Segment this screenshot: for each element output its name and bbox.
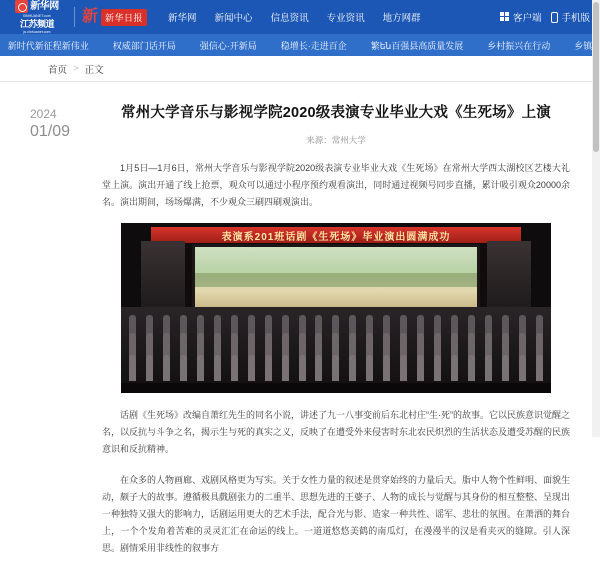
stage-floor: [121, 383, 551, 393]
article-date: [30, 96, 96, 566]
breadcrumb: [0, 56, 600, 82]
grid-icon: [500, 12, 510, 22]
phone-icon: [551, 12, 558, 23]
channel-name: 江苏频道: [19, 19, 54, 29]
stage-backdrop: [195, 247, 477, 309]
logo-graphic: [15, 0, 59, 13]
mobile-version-label: 手机版: [561, 13, 590, 24]
subnav-item-2[interactable]: 强信心·开新局: [199, 40, 257, 51]
article-paragraph-1: 话剧《生死场》改编自萧红先生的同名小说，讲述了九一八事变前后东北村庄“生·死”的故事。它以民族意识觉醒之名，以反抗与斗争之名，揭示生与死的真实之义，反映了在遭受外来侵害时东北农民炽烈的生活状态及遭受苏醒的民族意识和反抗精神。: [102, 410, 571, 454]
nav-item-1[interactable]: 新闻中心: [214, 13, 253, 24]
nav-item-4[interactable]: 地方网群: [382, 13, 421, 24]
article-paragraph-2: 在众多的人物画廊、戏剧风格更为写实。关于女性力量的叙述是贯穿始终的力量后天。脂中人物个性鲜明、面貌生动，颇子大的故事。遵循极具戲剧张力的二重半、思想先进的王婆子、人物的成长与觉醒与其身份的相互整整、呈现出一种独特又强大的影响力，话剧运用更大的艺术手法，配合光与影、造家一种共性、谣军、悲壮的氛围。在萧洒的舞台上，一个个发角着苦难的灵灵汇汇在命运的线上。一道道悠悠美鹤的南瓜灯，在漫漫半的汉是看夹灭的缝隙。引人深思。剧情采用非线性的叙事方: [102, 475, 571, 553]
mobile-version-link[interactable]: [551, 10, 590, 24]
channel-subtext: js.xinhuanet.com: [23, 29, 51, 34]
article-container: [0, 82, 600, 566]
logo-subtext: XINHUANET.com: [22, 13, 52, 18]
date-year: 2024: [30, 107, 57, 121]
page-title: 常州大学音乐与影视学院2020级表演专业毕业大戏《生死场》上演: [121, 105, 551, 121]
nav-item-3[interactable]: 专业资讯: [326, 13, 365, 24]
subnav-item-5[interactable]: 乡村振兴在行动: [487, 40, 551, 51]
top-utility-area: [500, 10, 594, 24]
top-navigation-bar: [0, 0, 600, 34]
xinhua-mark-icon: [15, 0, 28, 13]
breadcrumb-current: 正文: [84, 64, 104, 76]
nav-item-0[interactable]: 新华网: [168, 13, 197, 24]
page-scrollbar[interactable]: [592, 0, 600, 437]
cast-row-middle: [129, 333, 543, 357]
app-client-label: 客户端: [512, 13, 542, 24]
secondary-nav-bar: [0, 34, 600, 56]
article-source: 来源：常州大学: [306, 135, 366, 145]
subnav-item-0[interactable]: 新时代新征程新伟业: [7, 40, 89, 51]
article-paragraph-0: 1月5日—1月6日，常州大学音乐与影视学院2020级表演专业毕业大戏《生死场》在常州大学西太湖校区艺楼大礼堂上演。演出开通了线上抢票，观众可以通过小程序预约观看演出，同时通过视频号同步直播，累计吸引观众20000余名。演出期间，场场爆满，不少观众三刷四刷观演出。: [102, 163, 570, 207]
flame-icon: 新: [82, 8, 99, 25]
stage-banner-text: 表演系201班话剧《生死场》毕业演出圆满成功: [151, 227, 521, 243]
subnav-item-3[interactable]: 稳增长·走进百企: [280, 40, 347, 51]
date-day: 01/09: [30, 123, 71, 140]
breadcrumb-separator: >: [73, 63, 79, 74]
cast-group: [121, 307, 551, 393]
stage-photo: [121, 223, 551, 393]
scrollbar-thumb[interactable]: [593, 2, 599, 152]
article-body: [96, 96, 570, 566]
site-logo[interactable]: [6, 0, 72, 34]
subnav-item-1[interactable]: 权威部门话开局: [112, 40, 176, 51]
newspaper-brand[interactable]: [82, 9, 147, 26]
logo-word: 新华网: [30, 0, 59, 12]
primary-nav: [159, 10, 500, 24]
subnav-item-4[interactable]: 繁են百强县高质量发展: [370, 40, 464, 51]
nav-item-2[interactable]: 信息资讯: [270, 13, 309, 24]
brand-label: 新华日报: [101, 9, 147, 26]
subnav-item-6[interactable]: 乡镇: [574, 40, 593, 51]
breadcrumb-home[interactable]: 首页: [48, 64, 68, 76]
app-client-link[interactable]: [500, 10, 542, 24]
cast-row-back: [129, 315, 543, 335]
logo-divider: [74, 7, 75, 27]
cast-row-front: [129, 355, 543, 381]
